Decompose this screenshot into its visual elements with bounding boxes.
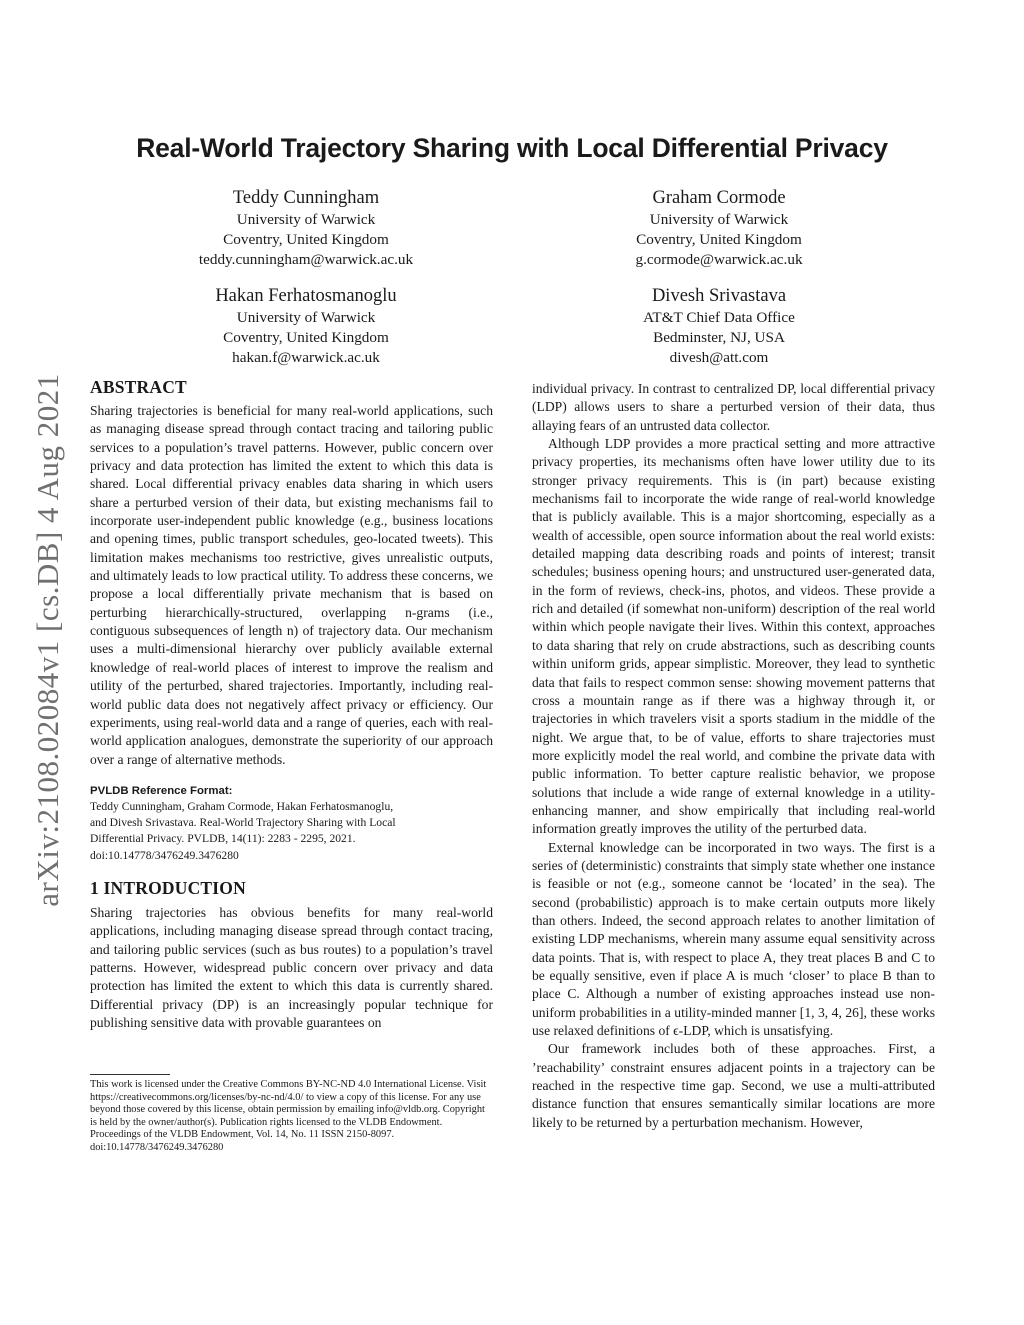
reference-line: Teddy Cunningham, Graham Cormode, Hakan Ferhatosmanoglu, — [90, 800, 394, 814]
intro-paragraph-1: individual privacy. In contrast to centralized DP, local differential privacy (LDP) allows users to share a perturbed version of their data, thus allaying fears of an untrusted data collector. — [532, 381, 935, 433]
left-column — [90, 377, 493, 1032]
intro-paragraph-4: Our framework includes both of these approaches. First, a ’reachability’ constraint ensures adjacent points in a trajectory can be reached in the respective time gap. Second, we use a multi-attributed distance function that ensures semantically similar locations are more likely to be returned by a perturbation mechanism. However, — [532, 1041, 935, 1130]
author-affiliation: University of Warwick — [649, 211, 789, 228]
author-block-4 — [554, 284, 884, 368]
introduction-body-right — [532, 380, 935, 1132]
author-email: g.cormode@warwick.ac.uk — [635, 251, 803, 268]
reference-doi: doi:10.14778/3476249.3476280 — [90, 848, 239, 862]
author-affiliation: University of Warwick — [236, 211, 376, 228]
author-name: Teddy Cunningham — [232, 188, 380, 208]
footnote — [90, 1079, 493, 1155]
license-note: This work is licensed under the Creative Commons BY-NC-ND 4.0 International License. Visit https://creativecommons.org/licenses/by-nc-nd/4.0/ to view a copy of this license. For any use beyond those covered by this license, obtain permission by emailing info@vldb.org. Copyright is held by the owner/author(s). Publication rights licensed to the VLDB Endowment. — [90, 1079, 487, 1128]
footnote-doi: doi:10.14778/3476249.3476280 — [90, 1141, 224, 1153]
author-name: Hakan Ferhatosmanoglu — [215, 286, 397, 306]
author-block-2 — [554, 186, 884, 270]
author-location: Coventry, United Kingdom — [223, 231, 389, 248]
reference-line: and Divesh Srivastava. Real-World Trajectory Sharing with Local — [90, 816, 396, 830]
introduction-heading: 1 INTRODUCTION — [90, 877, 246, 898]
intro-paragraph-2: Although LDP provides a more practical setting and more attractive privacy properties, its mechanisms often have lower utility due to its stronger privacy requirements. This is (in part) because existing mechanisms fail to incorporate the wide range of real-world knowledge that is publicly available. This is a major shortcoming, especially as a wealth of accessible, open source information about the real world exists: detailed mapping data describing roads and points of interest; transit schedules; business opening hours; and unstructured user-generated data, in the form of reviews, check-ins, photos, and videos. These provide a rich and detailed (if somewhat non-uniform) description of the real world within which people navigate their lives. Within this context, approaches to data sharing that rely on crude abstractions, such as describing counts within uniform grids, appear simplistic. Moreover, they lead to synthetic data that fails to respect common sense: showing movement patterns that cross a mountain range as if there was a highway through it, or trajectories in which travelers visit a sports stadium in the middle of the night. We argue that, to be of value, efforts to share trajectories must more explicitly model the real world, and combine the private data with public information. To better capture realistic behavior, we propose solutions that include a wide range of external knowledge in a utility-enhancing manner, and show empirically that including real-world information greatly improves the utility of the perturbed data. — [532, 436, 935, 837]
intro-paragraph-3: External knowledge can be incorporated in two ways. The first is a series of (deterministic) constraints that simply state whether one instance is feasible or not (e.g., someone cannot be ‘located’ in the sea). The second (probabilistic) approach is to make certain outputs more likely than others. Indeed, the second approach relates to another limitation of existing LDP mechanisms, wherein many assume equal sensitivity across data points. That is, with respect to place A, they treat places B and C to be equally sensitive, even if place A is much ‘closer’ to place B than to place C. Although a number of existing approaches instead use non-uniform probabilities in a utility-minded manner [1, 3, 4, 26], these works use relaxed definitions of ϵ-LDP, which is unsatisfying. — [532, 839, 935, 1039]
author-name: Graham Cormode — [652, 188, 786, 208]
author-email: divesh@att.com — [669, 349, 769, 366]
reference-format-heading: PVLDB Reference Format: — [90, 784, 233, 797]
author-email: teddy.cunningham@warwick.ac.uk — [198, 251, 414, 268]
paper-title: Real-World Trajectory Sharing with Local Differential Privacy — [136, 133, 888, 163]
author-affiliation: University of Warwick — [236, 309, 376, 326]
right-column — [532, 380, 935, 1132]
author-block-3 — [141, 284, 471, 368]
abstract-text: Sharing trajectories is beneficial for many real-world applications, such as managing disease spread through contact tracing and tailoring public services to a population’s travel patterns. However, public concern over privacy and data protection has limited the extent to which this data is shared. Local differential privacy enables data sharing in which users share a perturbed version of their data, but existing mechanisms fail to incorporate user-independent public knowledge (e.g., business locations and opening times, public transport schedules, geo-located tweets). This limitation makes mechanisms too restrictive, gives unrealistic outputs, and ultimately leads to low practical utility. To address these concerns, we propose a local differentially private mechanism that is based on perturbing hierarchically-structured, overlapping n-grams (i.e., contiguous subsequences of length n) of trajectory data. Our mechanism uses a multi-dimensional hierarchy over publicly available external knowledge of real-world places of interest to improve the realism and utility of the perturbed, shared trajectories. Importantly, including real-world public data does not negatively affect privacy or efficiency. Our experiments, using real-world data and a range of queries, each with real-world application analogues, demonstrate the superiority of our approach over a range of alternative methods. — [90, 403, 493, 767]
abstract-body — [90, 402, 493, 769]
author-name: Divesh Srivastava — [651, 286, 787, 306]
author-location: Coventry, United Kingdom — [636, 231, 802, 248]
abstract-heading: ABSTRACT — [90, 377, 187, 397]
introduction-body-left — [90, 904, 493, 1032]
arxiv-identifier: arXiv:2108.02084v1 [cs.DB] 4 Aug 2021 — [30, 373, 65, 907]
author-affiliation: AT&T Chief Data Office — [643, 309, 795, 326]
footnote-divider — [90, 1074, 170, 1075]
author-block-1 — [141, 186, 471, 270]
introduction-paragraph: Sharing trajectories has obvious benefits for many real-world applications, including managing disease spread through contact tracing, and tailoring public services (such as bus routes) to a population’s travel patterns. However, widespread public concern over privacy and data protection has limited the extent to which this data is currently shared. Differential privacy (DP) is an increasingly popular technique for publishing sensitive data with provable guarantees on — [90, 904, 493, 1030]
reference-format — [90, 783, 493, 864]
proceedings-note: Proceedings of the VLDB Endowment, Vol. 14, No. 11 ISSN 2150-8097. — [90, 1129, 395, 1141]
author-location: Bedminster, NJ, USA — [653, 329, 785, 346]
author-email: hakan.f@warwick.ac.uk — [232, 349, 380, 366]
reference-line: Differential Privacy. PVLDB, 14(11): 2283 - 2295, 2021. — [90, 832, 356, 846]
author-location: Coventry, United Kingdom — [223, 329, 389, 346]
